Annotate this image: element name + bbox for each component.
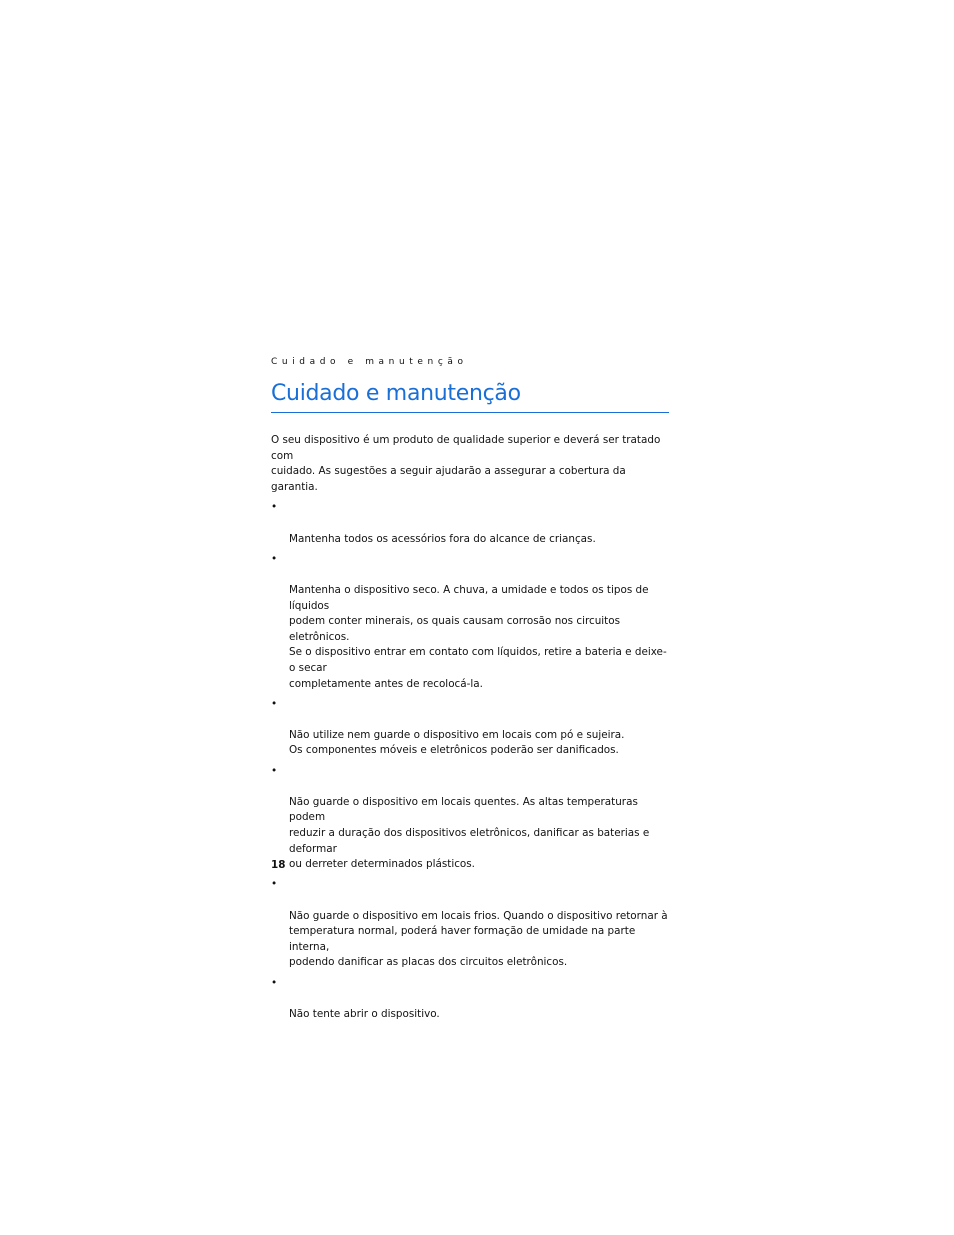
list-item bbox=[271, 877, 669, 971]
bullet-icon: • bbox=[271, 764, 278, 777]
list-item-text: Não tente abrir o dispositivo. bbox=[289, 1007, 440, 1020]
care-tips-list bbox=[271, 500, 669, 1022]
list-item-text: Mantenha o dispositivo seco. A chuva, a umidade e todos os tipos de líquidos podem conter minerais, os quais causam corrosão nos circuitos eletrônicos. Se o dispositivo entrar em contato com líquidos, retire a bateria e deixe-o secar completamente antes de recolocá-la. bbox=[289, 583, 667, 690]
running-header: Cuidado e manutenção bbox=[271, 357, 468, 367]
list-item-text: Mantenha todos os acessórios fora do alcance de crianças. bbox=[289, 532, 596, 545]
title-underline bbox=[271, 412, 669, 413]
list-item-text: Não guarde o dispositivo em locais quentes. As altas temperaturas podem reduzir a duração dos dispositivos eletrônicos, danificar as baterias e deformar ou derreter determinados plásticos. bbox=[289, 795, 650, 871]
list-item bbox=[271, 976, 669, 1023]
page-content bbox=[271, 352, 669, 1027]
list-item bbox=[271, 764, 669, 873]
list-item bbox=[271, 500, 669, 547]
list-item-text: Não guarde o dispositivo em locais frios. Quando o dispositivo retornar à temperatura normal, poderá haver formação de umidade na parte interna, podendo danificar as placas dos circuitos eletrônicos. bbox=[289, 909, 668, 969]
intro-paragraph: O seu dispositivo é um produto de qualidade superior e deverá ser tratado com cuidado. As sugestões a seguir ajudarão a assegurar a cobertura da garantia. bbox=[271, 434, 661, 493]
list-item bbox=[271, 697, 669, 759]
page-number: 18 bbox=[271, 859, 286, 871]
section-title: Cuidado e manutenção bbox=[271, 381, 521, 406]
bullet-icon: • bbox=[271, 878, 278, 891]
bullet-icon: • bbox=[271, 697, 278, 710]
list-item bbox=[271, 552, 669, 692]
bullet-icon: • bbox=[271, 501, 278, 514]
list-item-text: Não utilize nem guarde o dispositivo em locais com pó e sujeira. Os componentes móveis e eletrônicos poderão ser danificados. bbox=[289, 728, 625, 757]
bullet-icon: • bbox=[271, 976, 278, 989]
bullet-icon: • bbox=[271, 552, 278, 565]
